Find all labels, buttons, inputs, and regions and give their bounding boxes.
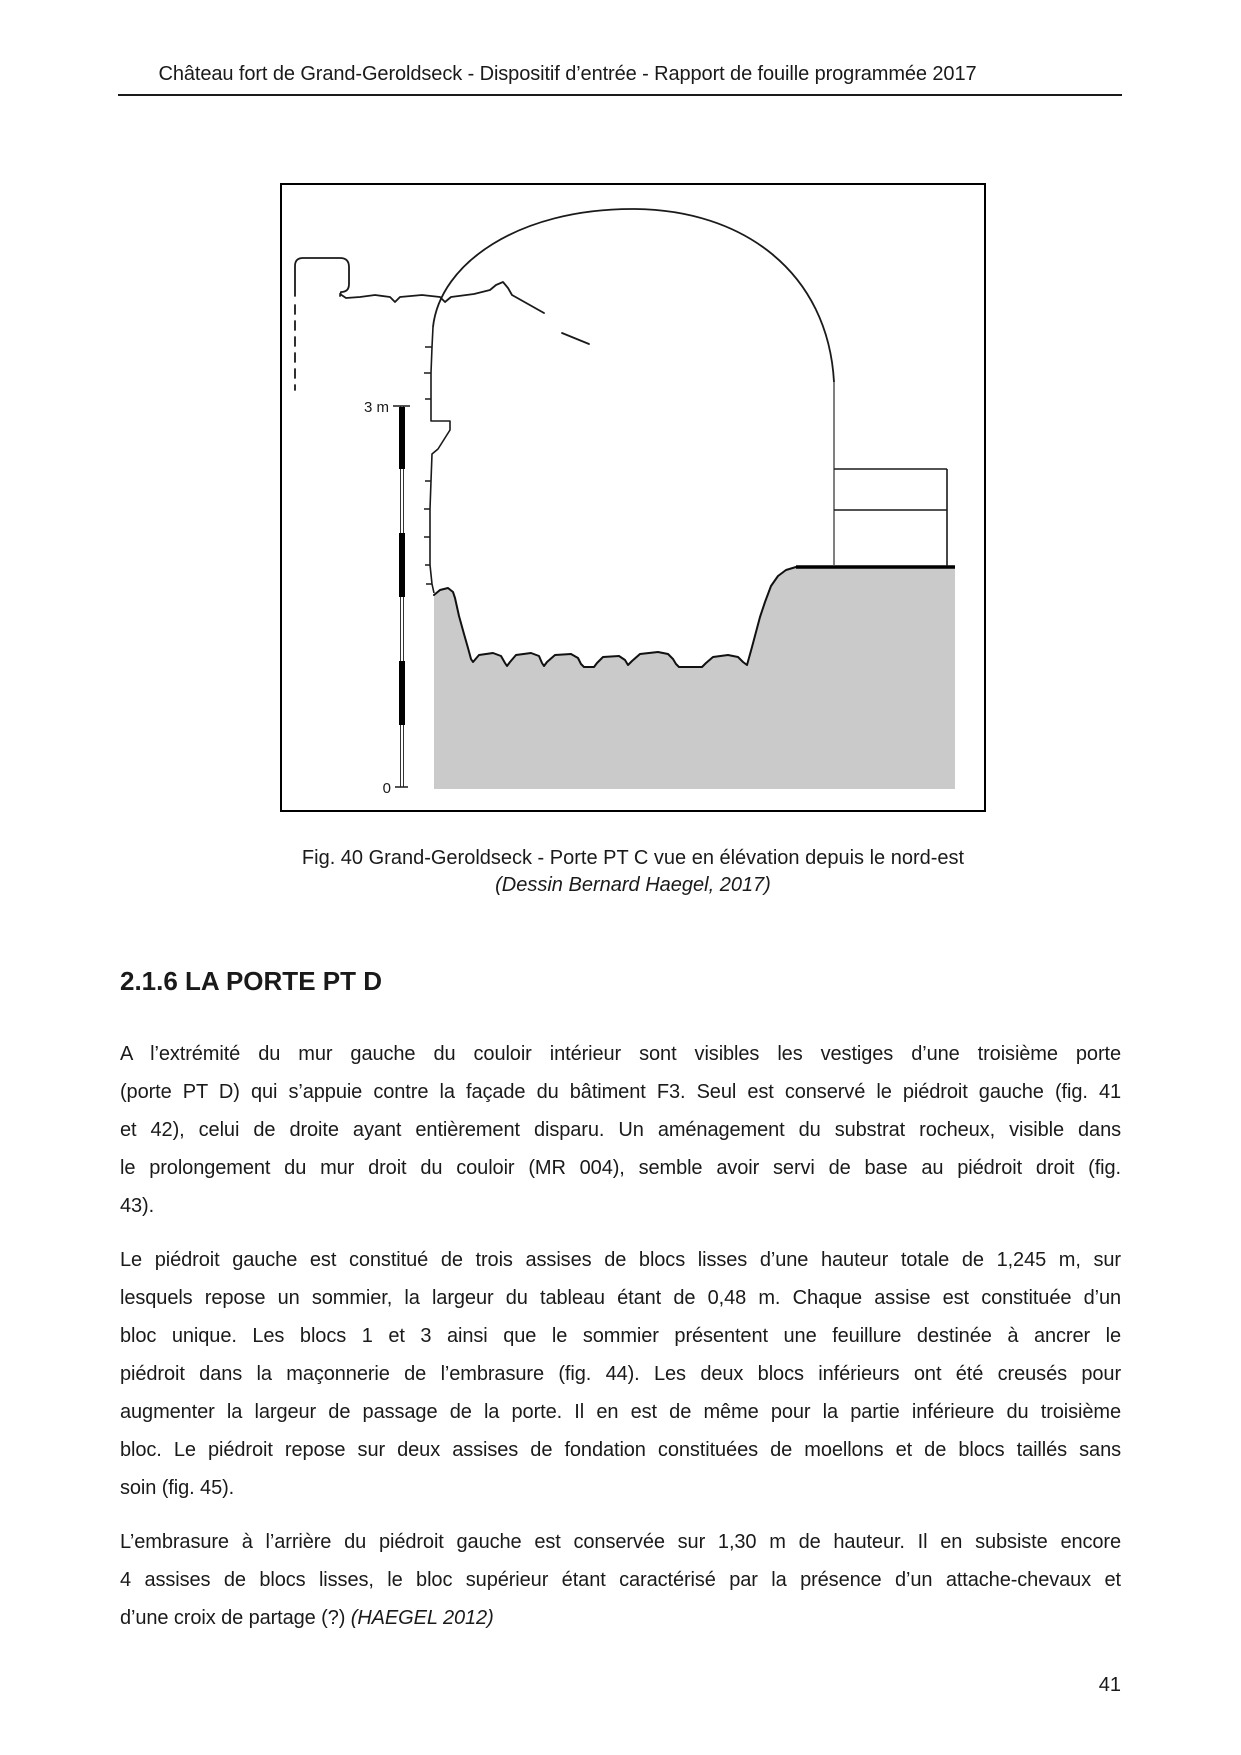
page-header-title: Château fort de Grand-Geroldseck - Dispositif d’entrée - Rapport de fouille programmée 2017 [158, 63, 977, 85]
paragraph [120, 1523, 1121, 1637]
text-line [120, 1431, 1121, 1469]
figure-caption-line1: Fig. 40 Grand-Geroldseck - Porte PT C vue en élévation depuis le nord-est [301, 847, 965, 869]
text-segment: soin (fig. 45). [120, 1477, 235, 1499]
text-segment: 4 assises de blocs lisses, le bloc supérieur étant caractérisé par la présence d’un attache-chevaux et [120, 1569, 1121, 1591]
header-rule [118, 94, 1122, 96]
text-line [120, 1469, 1121, 1507]
joint-tick [562, 333, 589, 344]
ground-fill [434, 567, 955, 789]
elevation-drawing [282, 185, 984, 810]
text-line [120, 1317, 1121, 1355]
text-line [120, 1355, 1121, 1393]
scale-min-label: 0 [382, 780, 391, 797]
text-segment: 43). [120, 1195, 155, 1217]
text-line [120, 1393, 1121, 1431]
paragraph [120, 1035, 1121, 1225]
text-line [120, 1523, 1121, 1561]
section-heading: 2.1.6 LA PORTE PT D [120, 966, 382, 996]
text-segment: augmenter la largeur de passage de la porte. Il en est de même pour la partie inférieure du troisième [120, 1401, 1121, 1423]
text-segment: le prolongement du mur droit du couloir (MR 004), semble avoir servi de base au piédroit droit (fig. [120, 1157, 1121, 1179]
scale-max-label: 3 m [363, 399, 389, 416]
masonry-blocks [834, 469, 947, 566]
text-segment: A l’extrémité du mur gauche du couloir intérieur sont visibles les vestiges d’une troisième porte [120, 1043, 1121, 1065]
text-segment: d’une croix de partage (?) [120, 1607, 351, 1629]
text-segment: bloc. Le piédroit repose sur deux assises de fondation constituées de moellons et de blocs taillés sans [120, 1439, 1121, 1461]
text-line [120, 1111, 1121, 1149]
text-segment: et 42), celui de droite ayant entièrement disparu. Un aménagement du substrat rocheux, visible dans [120, 1119, 1121, 1141]
ground-outline [434, 567, 796, 667]
text-line [120, 1561, 1121, 1599]
wall-remnant [295, 258, 589, 390]
arch-curve [433, 209, 834, 382]
scale-rod [364, 399, 410, 797]
text-segment: lesquels repose un sommier, la largeur du tableau étant de 0,48 m. Chaque assise est constituée d’un [120, 1287, 1121, 1309]
paragraph [120, 1241, 1121, 1507]
text-segment: (porte PT D) qui s’appuie contre la façade du bâtiment F3. Seul est conservé le piédroit gauche (fig. 41 [120, 1081, 1121, 1103]
text-segment-italic: (HAEGEL 2012) [350, 1607, 494, 1629]
text-segment: Le piédroit gauche est constitué de trois assises de blocs lisses d’une hauteur totale de 1,245 m, sur [120, 1249, 1121, 1271]
text-segment: piédroit dans la maçonnerie de l’embrasure (fig. 44). Les deux blocs inférieurs ont été creusés pour [120, 1363, 1121, 1385]
body-text [120, 1035, 1121, 1653]
page-number: 41 [1098, 1674, 1121, 1696]
text-line [120, 1035, 1121, 1073]
figure-40-frame [280, 183, 986, 812]
text-line [120, 1279, 1121, 1317]
text-segment: L’embrasure à l’arrière du piédroit gauche est conservée sur 1,30 m de hauteur. Il en subsiste encore [120, 1531, 1121, 1553]
text-segment: bloc unique. Les blocs 1 et 3 ainsi que le sommier présentent une feuillure destinée à ancrer le [120, 1325, 1121, 1347]
text-line [120, 1187, 1121, 1225]
figure-caption [280, 845, 986, 899]
text-line [120, 1073, 1121, 1111]
text-line [120, 1241, 1121, 1279]
arch-left-jamb [424, 327, 450, 593]
figure-caption-line2: (Dessin Bernard Haegel, 2017) [495, 874, 771, 896]
text-line [120, 1149, 1121, 1187]
text-line [120, 1599, 1121, 1637]
